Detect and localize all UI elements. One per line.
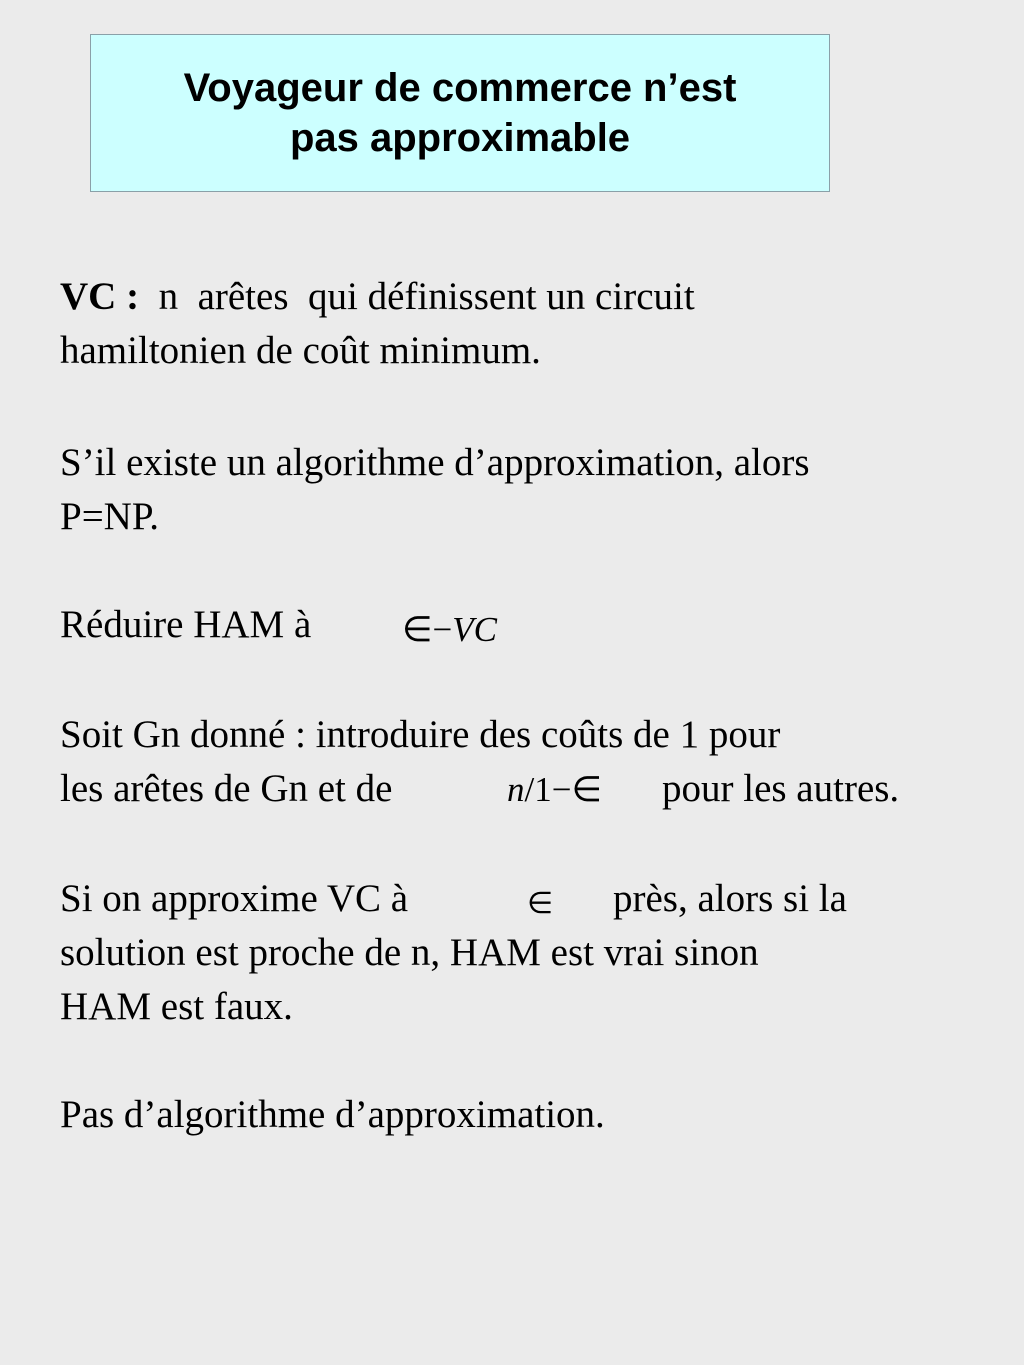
formula-vc: VC	[452, 610, 497, 649]
paragraph-approx-line-2: P=NP.	[60, 495, 159, 538]
title-box	[90, 34, 830, 192]
paragraph-vc-definition-line-2: hamiltonien de coût minimum.	[60, 329, 541, 372]
paragraph-costs-line-2-start: les arêtes de Gn et de	[60, 767, 393, 810]
paragraph-approximate-line-1-end: près, alors si la	[613, 877, 847, 920]
formula-epsilon-vc	[402, 610, 497, 650]
paragraph-approximate-line-3: HAM est faux.	[60, 985, 293, 1028]
formula-n: n	[507, 770, 525, 809]
epsilon-symbol-inline: ∈	[527, 887, 554, 920]
paragraph-approx-line-1: S’il existe un algorithme d’approximation, alors	[60, 441, 810, 484]
paragraph-costs-line-2-end: pour les autres.	[662, 767, 900, 810]
epsilon-symbol: ∈	[402, 610, 433, 649]
paragraph-reduction-text: Réduire HAM à	[60, 603, 312, 646]
minus-symbol: −	[432, 610, 453, 649]
paragraph-approximate-line-2: solution est proche de n, HAM est vrai sinon	[60, 931, 759, 974]
vc-definition-text: n arêtes qui définissent un circuit	[139, 275, 695, 318]
formula-n-over-1-minus-epsilon	[507, 770, 602, 810]
vc-label: VC :	[60, 275, 140, 318]
slide-title-line-1: Voyageur de commerce n’est	[183, 66, 737, 110]
paragraph-approximate-line-1-start: Si on approxime VC à	[60, 877, 409, 920]
paragraph-vc-definition-line-1	[60, 270, 980, 324]
slide-title-line-2: pas approximable	[289, 116, 631, 160]
paragraph-conclusion: Pas d’algorithme d’approximation.	[60, 1093, 605, 1136]
paragraph-costs-line-1: Soit Gn donné : introduire des coûts de 1 pour	[60, 713, 781, 756]
formula-fraction-rest: /1−∈	[524, 770, 602, 809]
